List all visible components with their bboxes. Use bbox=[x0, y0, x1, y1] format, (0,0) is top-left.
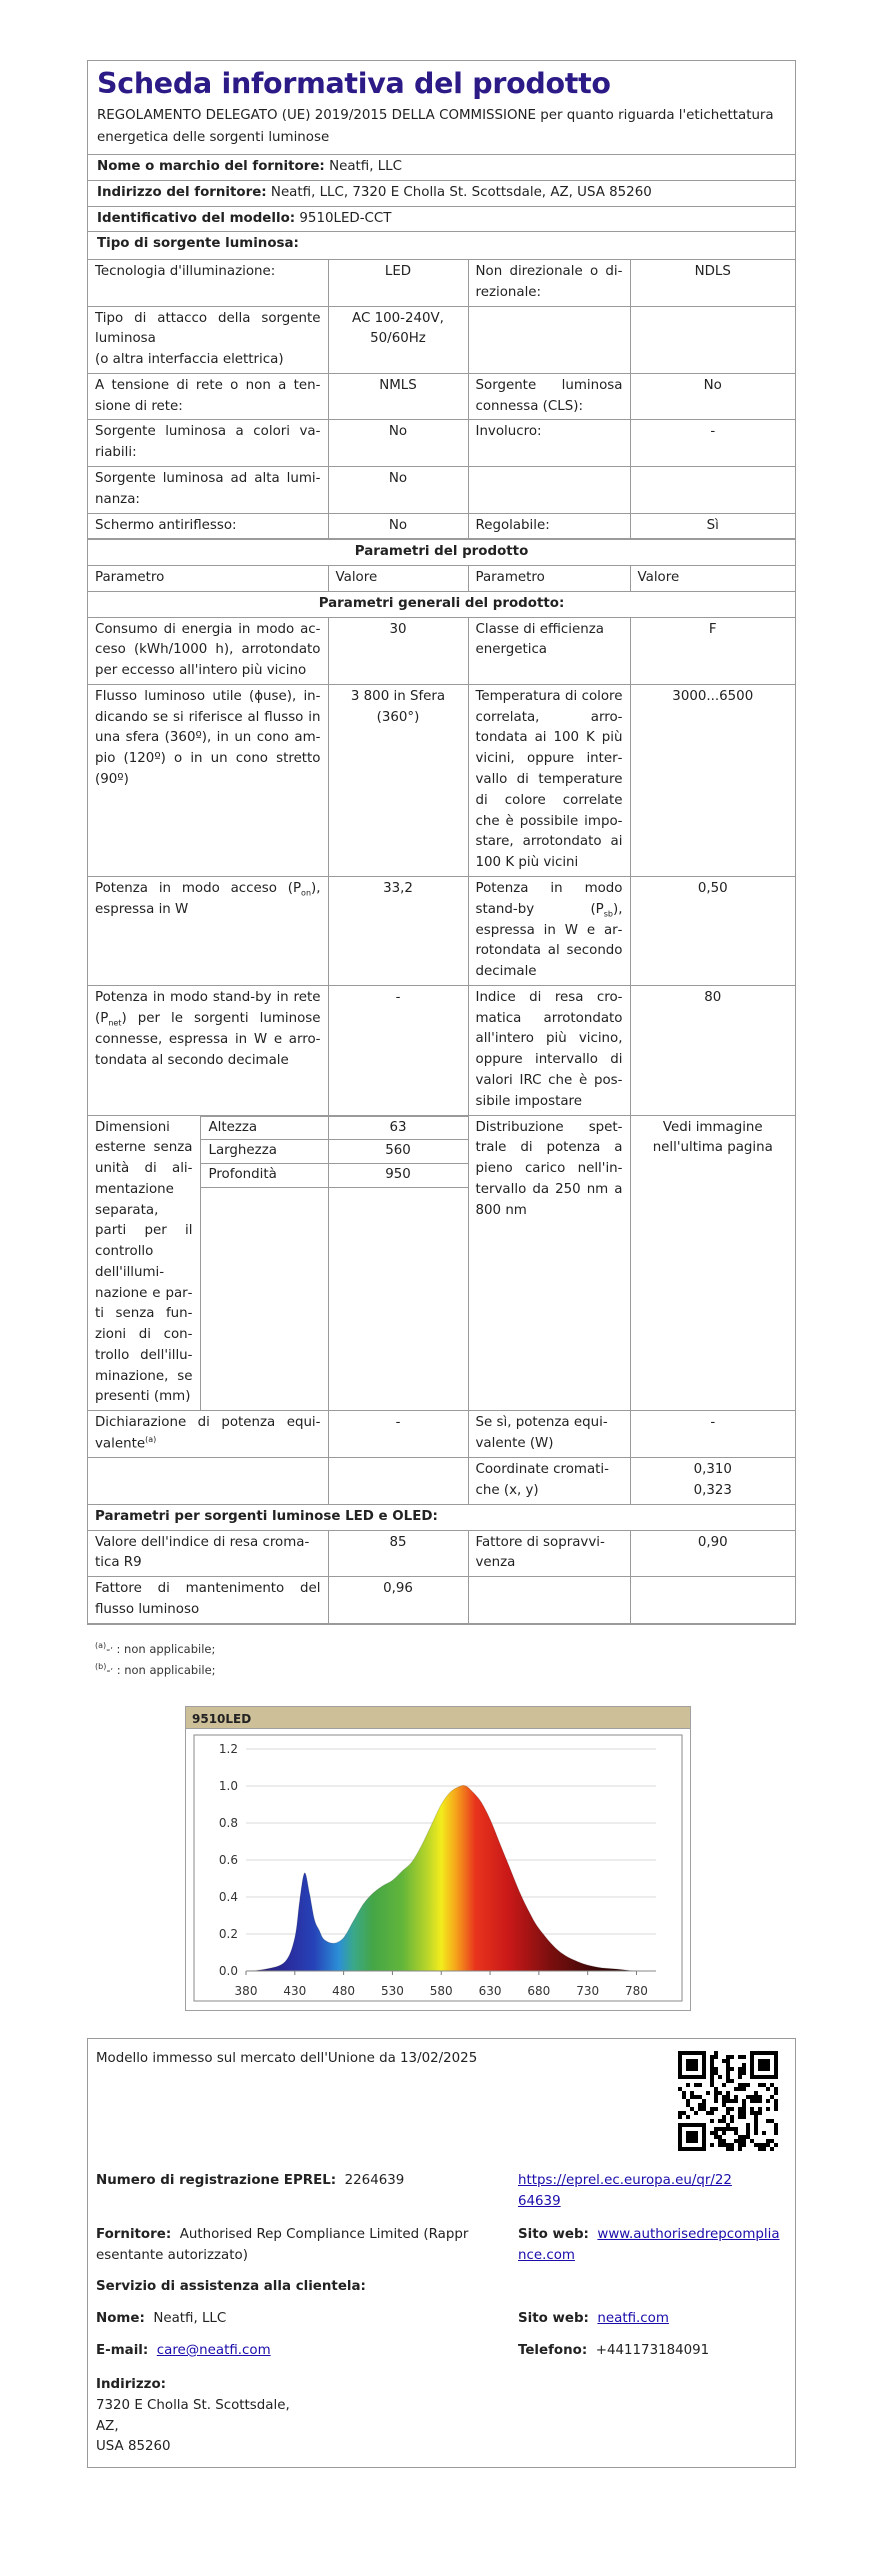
type-table-row bbox=[88, 260, 795, 307]
type-table-row bbox=[88, 467, 795, 514]
luminous-flux-value: 3 800 in Sfera (360°) bbox=[328, 684, 468, 876]
dimension-value: 950 bbox=[329, 1164, 468, 1188]
y-tick-label: 1.0 bbox=[218, 1779, 238, 1793]
footnote-a: $^{(a)}$-, : non applicabile; bbox=[95, 1641, 216, 1656]
eprel-row bbox=[96, 2171, 404, 2192]
luminous-flux-label: Flusso luminoso utile (ɸuse), indicando se si riferisce al flusso in una sfera (360º), in un cono ampio (120º) o in un cono stretto (90º) bbox=[88, 684, 328, 876]
cri-value: 80 bbox=[630, 985, 795, 1115]
qr-code-icon[interactable] bbox=[678, 2051, 778, 2151]
equivalent-power-label: Dichiarazione di potenza equivalente$^{(a)}$ bbox=[88, 1411, 328, 1458]
supplier-name-value: Neatfi, LLC bbox=[329, 159, 402, 175]
x-tick-label: 630 bbox=[478, 1984, 502, 1998]
x-tick-label: 530 bbox=[380, 1984, 404, 1998]
type-cell-v1: No bbox=[328, 513, 468, 539]
dimensions-subtable bbox=[201, 1116, 328, 1188]
type-cell-v2: Sì bbox=[630, 513, 795, 539]
rep-website-row: Sito web: www.authorisedrepcomplia nce.com bbox=[518, 2227, 780, 2263]
equivalent-power-value: - bbox=[328, 1411, 468, 1458]
type-table-row bbox=[88, 513, 795, 539]
col-value-header: Valore bbox=[328, 566, 468, 592]
equivalent-power-w-value: - bbox=[630, 1411, 795, 1458]
chromaticity-label: Coordinate cromatiche (x, y) bbox=[468, 1458, 630, 1505]
r9-value: 85 bbox=[328, 1530, 468, 1577]
type-cell-v2 bbox=[630, 467, 795, 514]
dimensions-cell bbox=[88, 1115, 328, 1411]
customer-service-label: Servizio di assistenza alla clientela: bbox=[96, 2279, 366, 2294]
type-cell-v2: NDLS bbox=[630, 260, 795, 307]
survival-factor-value: 0,90 bbox=[630, 1530, 795, 1577]
lumen-maintenance-label: Fattore di mantenimento del flusso luminoso bbox=[88, 1577, 328, 1624]
on-mode-power-value: 33,2 bbox=[328, 876, 468, 985]
empty-cell bbox=[630, 1577, 795, 1624]
spectral-distribution-label: Distribuzione spettrale di potenza a pieno carico nell'intervallo da 250 nm a 800 nm bbox=[468, 1115, 630, 1411]
chart-title: 9510LED bbox=[186, 1707, 690, 1729]
col-value-header: Valore bbox=[630, 566, 795, 592]
x-tick-label: 780 bbox=[625, 1984, 648, 1998]
eprel-label: Numero di registrazione EPREL: bbox=[96, 2173, 337, 2188]
supplier-name-row bbox=[88, 154, 795, 180]
color-temperature-value: 3000...6500 bbox=[630, 684, 795, 876]
x-tick-label: 480 bbox=[332, 1984, 356, 1998]
model-value: 9510LED-CCT bbox=[299, 210, 392, 226]
type-cell-l2: Involucro: bbox=[468, 420, 630, 467]
y-tick-label: 0.0 bbox=[218, 1964, 238, 1978]
on-mode-power-label: Potenza in modo acceso $(P_{on})$, espressa in W bbox=[88, 876, 328, 985]
supplier-address-value: Neatfi, LLC, 7320 E Cholla St. Scottsdale, AZ, USA 85260 bbox=[270, 184, 652, 200]
dimension-label: Profondità bbox=[201, 1164, 328, 1188]
type-cell-l2: Non direzionale o direzionale: bbox=[468, 260, 630, 307]
type-cell-l1: Schermo antiriflesso: bbox=[88, 513, 328, 539]
eprel-link[interactable]: https://eprel.ec.europa.eu/qr/22 64639 bbox=[518, 2173, 732, 2209]
service-website-link[interactable]: neatfi.com bbox=[597, 2311, 669, 2326]
service-website-row: Sito web: neatfi.com bbox=[518, 2311, 669, 2326]
type-cell-v2 bbox=[630, 306, 795, 373]
y-tick-label: 0.8 bbox=[218, 1816, 238, 1830]
type-cell-l1: Sorgente luminosa ad alta luminanza: bbox=[88, 467, 328, 514]
model-label: Identificativo del modello: bbox=[97, 210, 296, 226]
dimensions-label: Dimensioni esterne senza unità di alimentazione separata, parti per il controllo dell'illuminazione e parti senza funzioni di controllo dell'illuminazione, se presenti (mm) bbox=[88, 1116, 200, 1411]
type-cell-l1: Tecnologia d'illuminazione: bbox=[88, 260, 328, 307]
type-cell-l1: Tipo di attacco della sorgente luminosa (o altra interfaccia elettrica) bbox=[88, 306, 328, 373]
type-cell-l1: Sorgente luminosa a colori variabili: bbox=[88, 420, 328, 467]
info-footer bbox=[87, 2038, 796, 2468]
y-tick-label: 0.4 bbox=[218, 1890, 238, 1904]
x-tick-label: 730 bbox=[576, 1984, 600, 1998]
placed-on-market: Modello immesso sul mercato dell'Unione da 13/02/2025 bbox=[96, 2051, 478, 2066]
address-block: Indirizzo: 7320 E Cholla St. Scottsdale, AZ, USA 85260 bbox=[96, 2377, 290, 2455]
spectral-chart bbox=[185, 1706, 691, 2011]
type-cell-v1: No bbox=[328, 467, 468, 514]
x-tick-label: 430 bbox=[283, 1984, 307, 1998]
standby-power-value: 0,50 bbox=[630, 876, 795, 985]
dimension-value: 63 bbox=[329, 1116, 468, 1140]
type-cell-v2: No bbox=[630, 373, 795, 420]
supplier-address-label: Indirizzo del fornitore: bbox=[97, 184, 267, 200]
standby-power-label: Potenza in modo stand-by $(P_{sb})$, espressa in W e arrotondata al secondo decimale bbox=[468, 876, 630, 985]
type-table-row bbox=[88, 306, 795, 373]
type-label: Tipo di sorgente luminosa: bbox=[97, 236, 299, 252]
x-tick-label: 580 bbox=[429, 1984, 453, 1998]
type-table-row bbox=[88, 373, 795, 420]
dimensions-values-cell bbox=[328, 1115, 468, 1411]
type-cell-v1: NMLS bbox=[328, 373, 468, 420]
type-cell-l2: Regolabile: bbox=[468, 513, 630, 539]
regulation-subtitle: REGOLAMENTO DELEGATO (UE) 2019/2015 DELLA COMMISSIONE per quanto riguarda l'etichettatura energetica delle sorgenti luminose bbox=[97, 108, 774, 145]
supplier-address-row bbox=[88, 180, 795, 206]
col-param-header: Parametro bbox=[468, 566, 630, 592]
networked-standby-label: Potenza in modo stand-by in rete $(P_{net})$ per le sorgenti luminose connesse, espressa in W e arrotondata al secondo decimale bbox=[88, 985, 328, 1115]
cri-label: Indice di resa cromatica arrotondato all'intero più vicino, oppure intervallo di valori IRC che è possibile impostare bbox=[468, 985, 630, 1115]
col-param-header: Parametro bbox=[88, 566, 328, 592]
y-tick-label: 1.2 bbox=[218, 1742, 238, 1756]
dimensions-values bbox=[329, 1116, 468, 1188]
authorised-rep-row: Fornitore: Authorised Rep Compliance Limited (Rappr esentante autorizzato) bbox=[96, 2227, 469, 2263]
type-table bbox=[88, 259, 795, 539]
supplier-name-label: Nome o marchio del fornitore: bbox=[97, 159, 325, 175]
email-link[interactable]: care@neatfi.com bbox=[156, 2343, 271, 2358]
networked-standby-value: - bbox=[328, 985, 468, 1115]
type-cell-l2: Sorgente luminosa connessa (CLS): bbox=[468, 373, 630, 420]
params-table bbox=[88, 539, 795, 1623]
empty-cell bbox=[468, 1577, 630, 1624]
type-cell-v1: AC 100-240V, 50/60Hz bbox=[328, 306, 468, 373]
model-row bbox=[88, 206, 795, 232]
rep-website-link-cont[interactable]: nce.com bbox=[518, 2247, 575, 2263]
type-cell-v1: LED bbox=[328, 260, 468, 307]
eprel-value: 2264639 bbox=[344, 2173, 405, 2188]
x-tick-label: 680 bbox=[527, 1984, 551, 1998]
chromaticity-value: 0,310 0,323 bbox=[630, 1458, 795, 1505]
efficiency-class-label: Classe di efficienza energetica bbox=[468, 617, 630, 684]
equivalent-power-w-label: Se sì, potenza equivalente (W) bbox=[468, 1411, 630, 1458]
r9-label: Valore dell'indice di resa cromatica R9 bbox=[88, 1530, 328, 1577]
survival-factor-label: Fattore di sopravvivenza bbox=[468, 1530, 630, 1577]
type-cell-l2 bbox=[468, 306, 630, 373]
energy-consumption-label: Consumo di energia in modo acceso (kWh/1000 h), arrotondato per eccesso all'intero più vicino bbox=[88, 617, 328, 684]
x-tick-label: 380 bbox=[234, 1984, 258, 1998]
dimension-value: 560 bbox=[329, 1140, 468, 1164]
type-cell-l2 bbox=[468, 467, 630, 514]
lumen-maintenance-value: 0,96 bbox=[328, 1577, 468, 1624]
type-cell-l1: A tensione di rete o non a tensione di rete: bbox=[88, 373, 328, 420]
params-section-title: Parametri del prodotto bbox=[88, 540, 795, 566]
spectral-distribution-value: Vedi immagine nell'ultima pagina bbox=[630, 1115, 795, 1411]
dimension-label: Larghezza bbox=[201, 1140, 328, 1164]
energy-consumption-value: 30 bbox=[328, 617, 468, 684]
footnote-b: $^{(b)}$-, : non applicabile; bbox=[95, 1662, 216, 1677]
empty-cell bbox=[328, 1458, 468, 1505]
type-cell-v1: No bbox=[328, 420, 468, 467]
led-params-title: Parametri per sorgenti luminose LED e OLED: bbox=[88, 1504, 795, 1530]
efficiency-class-value: F bbox=[630, 617, 795, 684]
general-params-title: Parametri generali del prodotto: bbox=[88, 591, 795, 617]
dimension-label: Altezza bbox=[201, 1116, 328, 1140]
empty-cell bbox=[88, 1458, 328, 1505]
type-table-row bbox=[88, 420, 795, 467]
type-row bbox=[88, 231, 795, 259]
phone-row: Telefono: +441173184091 bbox=[518, 2343, 710, 2358]
email-row: E-mail: care@neatfi.com bbox=[96, 2343, 271, 2358]
chart-plot bbox=[186, 1729, 690, 2009]
page-title: Scheda informativa del prodotto bbox=[97, 67, 611, 100]
y-tick-label: 0.2 bbox=[218, 1927, 238, 1941]
color-temperature-label: Temperatura di colore correlata, arrotondata ai 100 K più vicini, oppure intervallo di temperature di colore correlate che è possibile impostare, arrotondato ai 100 K più vicini bbox=[468, 684, 630, 876]
rep-website-link[interactable]: www.authorisedrepcomplia bbox=[597, 2227, 780, 2242]
type-cell-v2: - bbox=[630, 420, 795, 467]
y-tick-label: 0.6 bbox=[218, 1853, 238, 1867]
service-name-row: Nome: Neatfi, LLC bbox=[96, 2311, 227, 2326]
product-info-sheet bbox=[87, 60, 796, 1625]
